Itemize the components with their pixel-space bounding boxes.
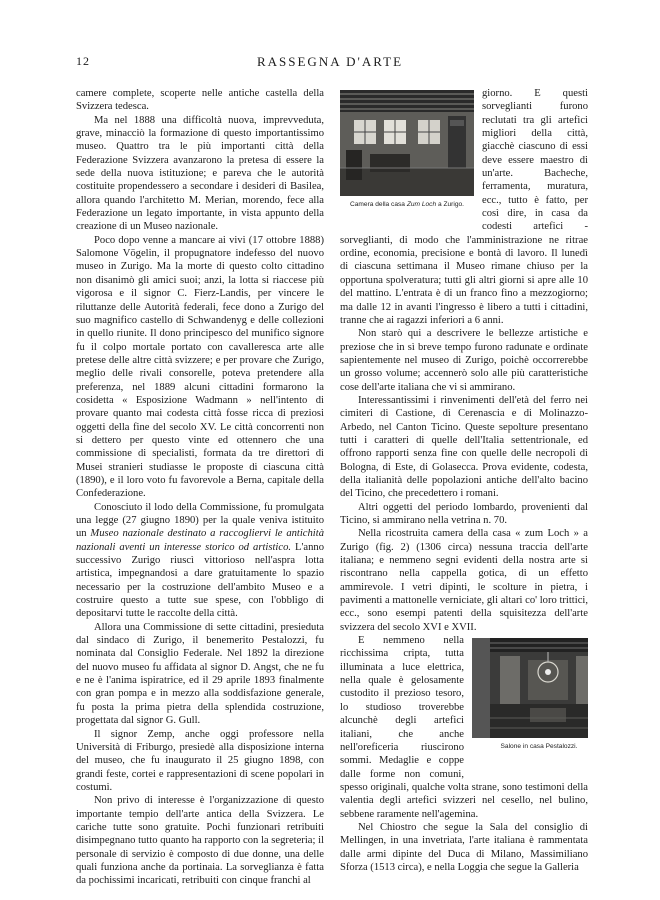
paragraph: Ma nel 1888 una difficoltà nuova, imprevveduta, grave, minacciò la formazione di questo importantissimo museo. Quattro tra le più importanti città della Federazione Svizzera avanzarono la pretesa di essere la sede della nuova istituzione; e pareva che le autorità costituite propendessero a secondare i desideri di Basilea, allora quando l'architetto M. Merian, morendo, fece alla Federazione un legato importante, in vista appunto della creazione di un Museo nazionale. (76, 114, 324, 233)
paragraph (76, 501, 324, 621)
figure-salone-pestalozzi (472, 638, 588, 768)
paragraph: Non privo di interesse è l'organizzazione di questo importante tempio dell'arte antica della Svizzera. Le cariche tutte sono gratuite. Pochi funzionari retribuiti disimpegnano tutto quanto ha rapporto con la segreteria; il personale di servizio è composto di due donne, una delle quali funziona anche da portinaia. La sorveglianza è fatta da pochissimi incaricati, retribuiti con cinque franchi al (76, 795, 324, 887)
paragraph: Altri oggetti del periodo lombardo, provenienti dal Ticino, si ammirano nella vetrina n. 70. (340, 501, 588, 526)
journal-title: RASSEGNA D'ARTE (256, 54, 404, 69)
museum-law-italic: Museo nazionale destinato a raccogliervi le antichità nazionali aventi un interesse storico od artistico. (76, 528, 324, 553)
paragraph (340, 87, 588, 327)
paragraph: Poco dopo venne a mancare ai vivi (17 ottobre 1888) Salomone Vögelin, il propugnatore indefesso del nuovo museo in Zurigo. Ma la morte di questo colto cittadino non disanimò gli amici suoi; anzi, la lotta si riaccese più vigorosa e il signor C. Fierz-Landis, per vincere le riluttanze delle Autorità federali, fece dono a Zurigo del suo magnifico castello di Schwandenyg e delle collezioni in quello riunite. Il dono principesco del munifico signore fu il colpo mortale portato con cavalleresca arte alle pretese delle altre città svizzere; e per provare che Zurigo, meglio delle rivali consorelle, poteva pretendere alla preferenza, nel 1889 alcuni cittadini formarono la cosidetta « Esposizione Wadmann » nell'intento di provare quanto mai codesta città fosse ricca di preziosi oggetti della fine del secolo XV. Le città concorrenti non si dettero per questo vinte ed ottennero che una commissione di specialisti, formata da tre direttori di Musei stranieri studiasse le proposte di ciascuna città (1890), e il loro voto fu favorevole a Berna, capitale della Confederazione. (76, 234, 324, 500)
paragraph-text: giorno. E questi sorveglianti furono reclutati tra gli artefici migliori della città, giacchè ciascuno di essi deve essere maestro di un'arte. Bacheche, ferramenta, muratura, ecc., tutto è fatto, per così dire, in casa da codesti artefici - sorveglianti, di modo che l'amministrazione ne ritrae ordine, economia, precisione e bontà di lavoro. Il lunedì di ciascuna settimana il Museo rimane chiuso per la opportuna spolveratura; tutti gli altri giorni si apre alle 10 del mattino. L'entrata è di un franco fino a mezzogiorno; ma dalle 12 in avanti l'ingresso è libero a tutti i cittadini, tranne che ai ragazzi inferiori a 6 anni. (340, 88, 588, 326)
right-column (340, 87, 588, 874)
paragraph: Interessantissimi i rinvenimenti dell'età del ferro nei cimiteri di Castione, di Cerenascia e di Molinazzo-Arbedo, nel Canton Ticino. Queste sepolture presentano tutti i caratteri di quelle dell'Italia settentrionale, ed offrono rapporti senza fine con quelle delle necropoli di Bologna, di Este, di Golasecca. Prova evidente, codesta, della italianità delle popolazioni antiche dell'alto bacino del Ticino, che precedettero i romani. (340, 394, 588, 500)
paragraph-text: L'anno successivo Zurigo riuscì vittorioso nell'aspra lotta artistica, impegnandosi a dare gratuitamente lo spazio necessario per la costruzione dell'ambito Museo e a costruire questo a tutte sue spese, con l'obbligo di depositarvi tutte le raccolte della città. (76, 541, 324, 620)
salone-pestalozzi-image (472, 638, 588, 738)
page-header (76, 54, 584, 74)
paragraph: Allora una Commissione di sette cittadini, presieduta dal sindaco di Zurigo, il benemerito Pestalozzi, fu nominata dal Consiglio Federale. Nel 1892 la direzione del nuovo museo fu affidata al signor D. Angst, che ne fu e ne è l'anima ispiratrice, ed il 29 aprile 1893 finalmente con gran pompa e in mezzo alla soddisfazione generale, fu posta la prima pietra della splendida costruzione, progettata dal signor G. Gull. (76, 621, 324, 727)
zum-loch-room-image (340, 90, 474, 196)
paragraph: Non starò qui a descrivere le bellezze artistiche e preziose che in sì breve tempo furono radunate e ordinate sapientemente nel museo di Zurigo, poichè occorrerebbe un grosso volume; accennerò solo alle più caratteristiche cose dell'arte italiana che vi si ammirano. (340, 328, 588, 393)
paragraph: Il signor Zemp, anche oggi professore nella Università di Friburgo, presiedè alla disposizione interna del museo, che fu inaugurato il 25 giugno 1898, con grandi feste, cortei e rappresentazioni di scene popolari in costumi. (76, 728, 324, 793)
paragraph: camere complete, scoperte nelle antiche castella della Svizzera tedesca. (76, 88, 324, 113)
left-column (76, 87, 324, 888)
figure-caption: Camera della casa Zum Loch a Zurigo. (349, 201, 465, 208)
paragraph: Nel Chiostro che segue la Sala del consiglio di Mellingen, in una invetriata, l'arte italiana è rammentata dalle armi dipinte del Duca di Milano, Massimiliano Sforza (1513 circa), e nella Loggia che segue la Galleria (340, 821, 588, 873)
figure-caption: Salone in casa Pestalozzi. (500, 743, 578, 751)
paragraph-text: Conosciuto il lodo della Commissione, fu promulgata una legge (27 giugno 1890) per la quale veniva istituito un (76, 501, 324, 540)
paragraph-text: E nemmeno nella ricchissima cripta, tutta illuminata a luce elettrica, nella quale è gelosamente custodito il prezioso tesoro, lo studioso troverebbe alcunchè degli artefici italiani, che anche nell'oreficeria riuscirono sommi. Medaglie e coppe dalle forme non comuni, spesso originali, qualche volta strane, sono testimoni della valentia degli artefici svizzeri nel cesello, nel bulino, sebbene raramente nell'agemina. (340, 635, 588, 820)
paragraph: Nella ricostruita camera della casa « zum Loch » a Zurigo (fig. 2) (1306 circa) nessuna traccia dell'arte italiana; e nemmeno segni evidenti della nostra arte si riscontrano nella cappella gotica, di un effetto ammirevole. I vetri dipinti, le scolture in pietra, i pavimenti a mattonelle verniciate, gli altari co' loro trittici, ecc., sono esempi patenti della squisitezza dell'arte svizzera del secolo XVI e XVII. (340, 528, 588, 633)
paragraph (340, 634, 588, 821)
figure-zum-loch (340, 90, 474, 228)
page-number: 12 (76, 54, 90, 68)
